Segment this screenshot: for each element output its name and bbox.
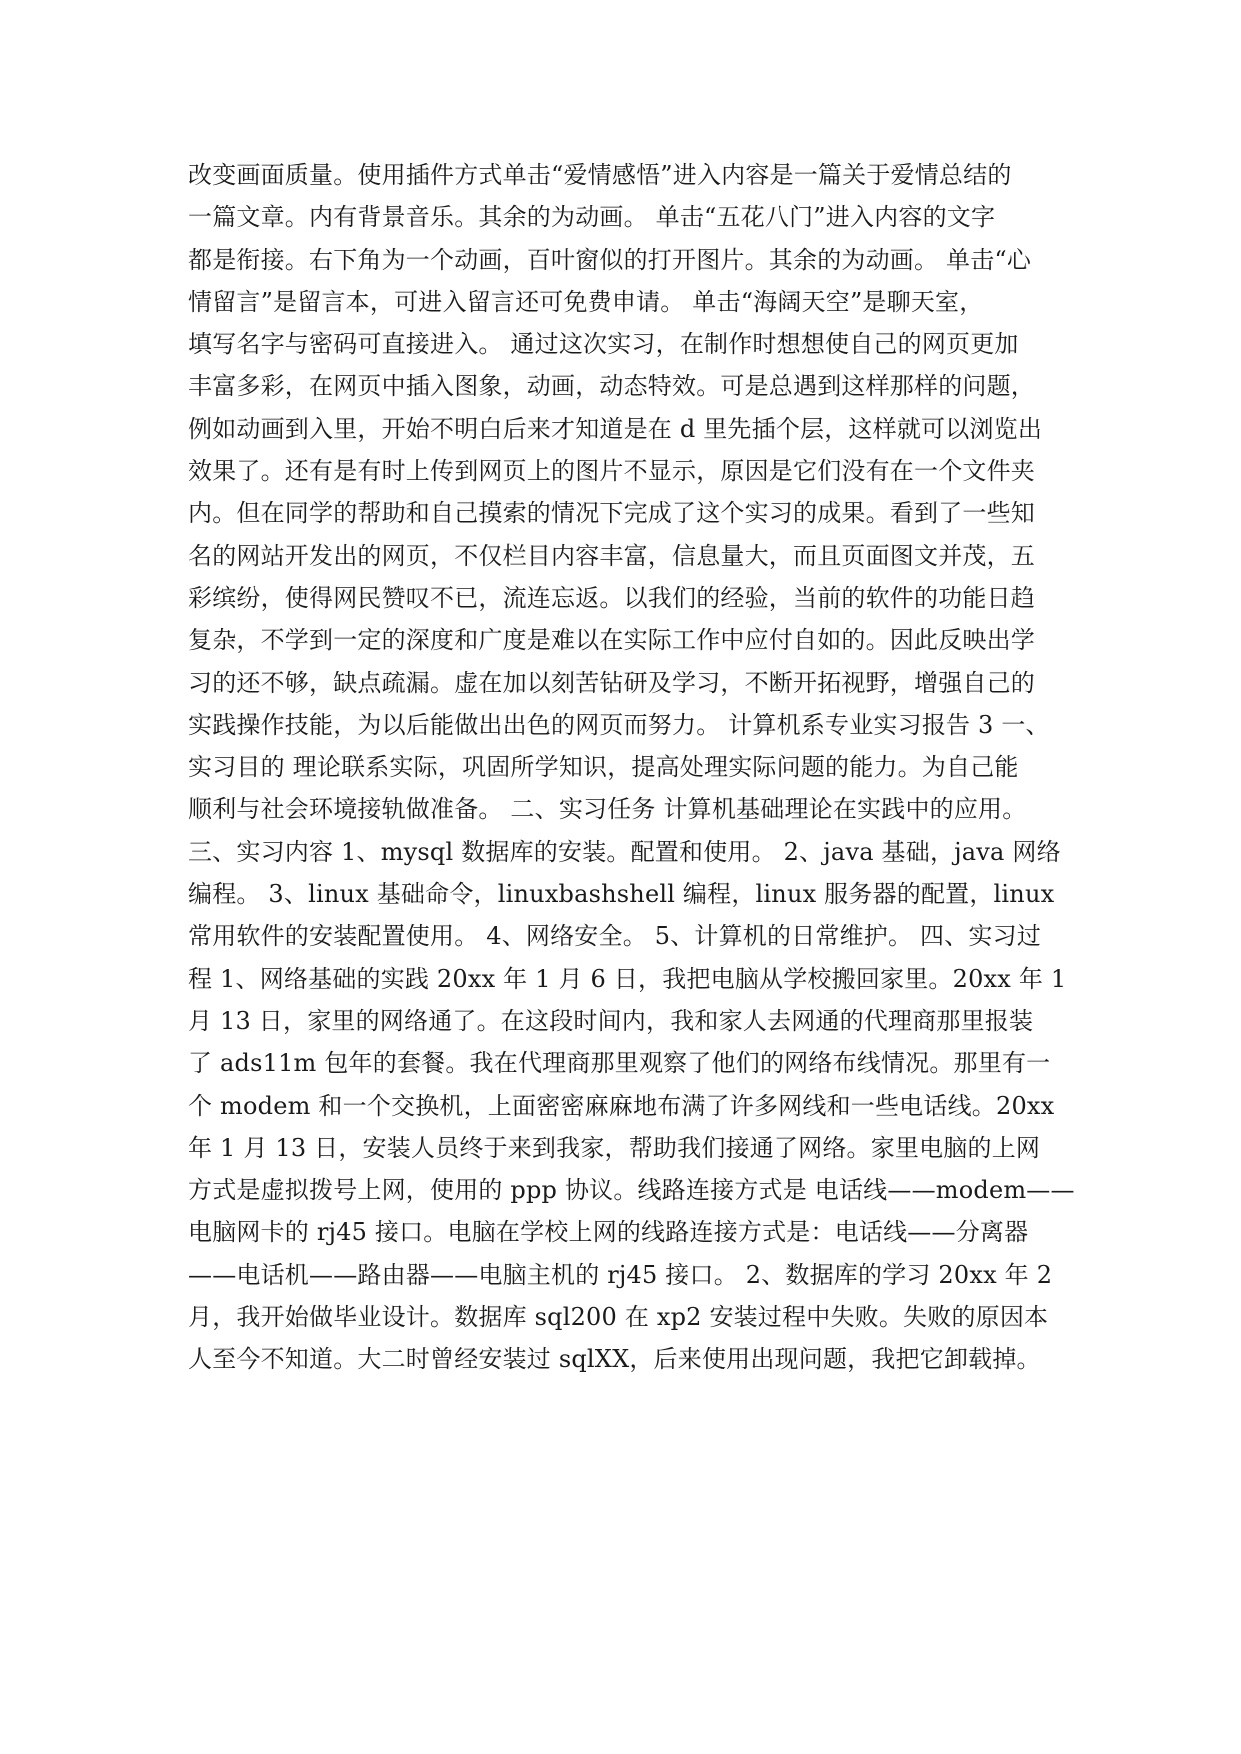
text-line: 都是衔接。右下角为一个动画，百叶窗似的打开图片。其余的为动画。 单击“心 <box>188 245 1032 274</box>
text-line: 复杂，不学到一定的深度和广度是难以在实际工作中应付自如的。因此反映出学 <box>188 626 1035 655</box>
text-line: 内。但在同学的帮助和自己摸索的情况下完成了这个实习的成果。看到了一些知 <box>188 499 1035 528</box>
text-line: 填写名字与密码可直接进入。 通过这次实习，在制作时想想使自己的网页更加 <box>188 330 1019 359</box>
text-line: 习的还不够，缺点疏漏。虚在加以刻苦钻研及学习，不断开拓视野，增强自己的 <box>188 668 1035 697</box>
text-line: 丰富多彩，在网页中插入图象，动画，动态特效。可是总遇到这样那样的问题， <box>188 372 1035 401</box>
text-line: 电脑网卡的 rj45 接口。电脑在学校上网的线路连接方式是：电话线——分离器 <box>188 1218 1029 1247</box>
text-line: 实践操作技能，为以后能做出出色的网页而努力。 计算机系专业实习报告 3 一、 <box>188 710 1050 739</box>
text-line: 人至今不知道。大二时曾经安装过 sqlXX，后来使用出现问题，我把它卸载掉。 <box>188 1345 1041 1374</box>
text-line: 三、实习内容 1、mysql 数据库的安装。配置和使用。 2、java 基础，java 网络 <box>188 837 1061 866</box>
text-line: 程 1、网络基础的实践 20xx 年 1 月 6 日，我把电脑从学校搬回家里。20xx 年 1 <box>188 964 1067 993</box>
text-line: ——电话机——路由器——电脑主机的 rj45 接口。 2、数据库的学习 20xx 年 2 <box>188 1260 1053 1289</box>
text-line: 情留言”是留言本，可进入留言还可免费申请。 单击“海阔天空”是聊天室， <box>188 287 984 316</box>
text-line: 年 1 月 13 日，安装人员终于来到我家，帮助我们接通了网络。家里电脑的上网 <box>188 1133 1041 1162</box>
text-line: 方式是虚拟拨号上网，使用的 ppp 协议。线路连接方式是 电话线——modem—— <box>188 1176 1075 1205</box>
text-line: 例如动画到入里，开始不明白后来才知道是在 d 里先插个层，这样就可以浏览出 <box>188 414 1043 443</box>
text-line: 名的网站开发出的网页，不仅栏目内容丰富，信息量大，而且页面图文并茂，五 <box>188 541 1035 570</box>
text-line: 月，我开始做毕业设计。数据库 sql200 在 xp2 安装过程中失败。失败的原因本 <box>188 1303 1049 1332</box>
text-line: 实习目的 理论联系实际，巩固所学知识，提高处理实际问题的能力。为自己能 <box>188 753 1019 782</box>
text-line: 了 ads11m 包年的套餐。我在代理商那里观察了他们的网络布线情况。那里有一 <box>188 1049 1051 1078</box>
text-line: 月 13 日，家里的网络通了。在这段时间内，我和家人去网通的代理商那里报装 <box>188 1006 1034 1035</box>
text-line: 效果了。还有是有时上传到网页上的图片不显示，原因是它们没有在一个文件夹 <box>188 457 1035 486</box>
text-line: 编程。 3、linux 基础命令，linuxbashshell 编程，linux 服务器的配置，linux <box>188 880 1055 909</box>
text-line: 改变画面质量。使用插件方式单击“爱情感悟”进入内容是一篇关于爱情总结的 <box>188 161 1012 189</box>
text-line: 彩缤纷，使得网民赞叹不已，流连忘返。以我们的经验，当前的软件的功能日趋 <box>188 583 1035 612</box>
text-line: 一篇文章。内有背景音乐。其余的为动画。 单击“五花八门”进入内容的文字 <box>188 203 996 232</box>
text-line: 个 modem 和一个交换机，上面密密麻麻地布满了许多网线和一些电话线。20xx <box>188 1091 1055 1120</box>
text-line: 顺利与社会环境接轨做准备。 二、实习任务 计算机基础理论在实践中的应用。 <box>188 795 1027 824</box>
text-line: 常用软件的安装配置使用。 4、网络安全。 5、计算机的日常维护。 四、实习过 <box>188 922 1042 951</box>
body-text <box>188 154 1075 1381</box>
